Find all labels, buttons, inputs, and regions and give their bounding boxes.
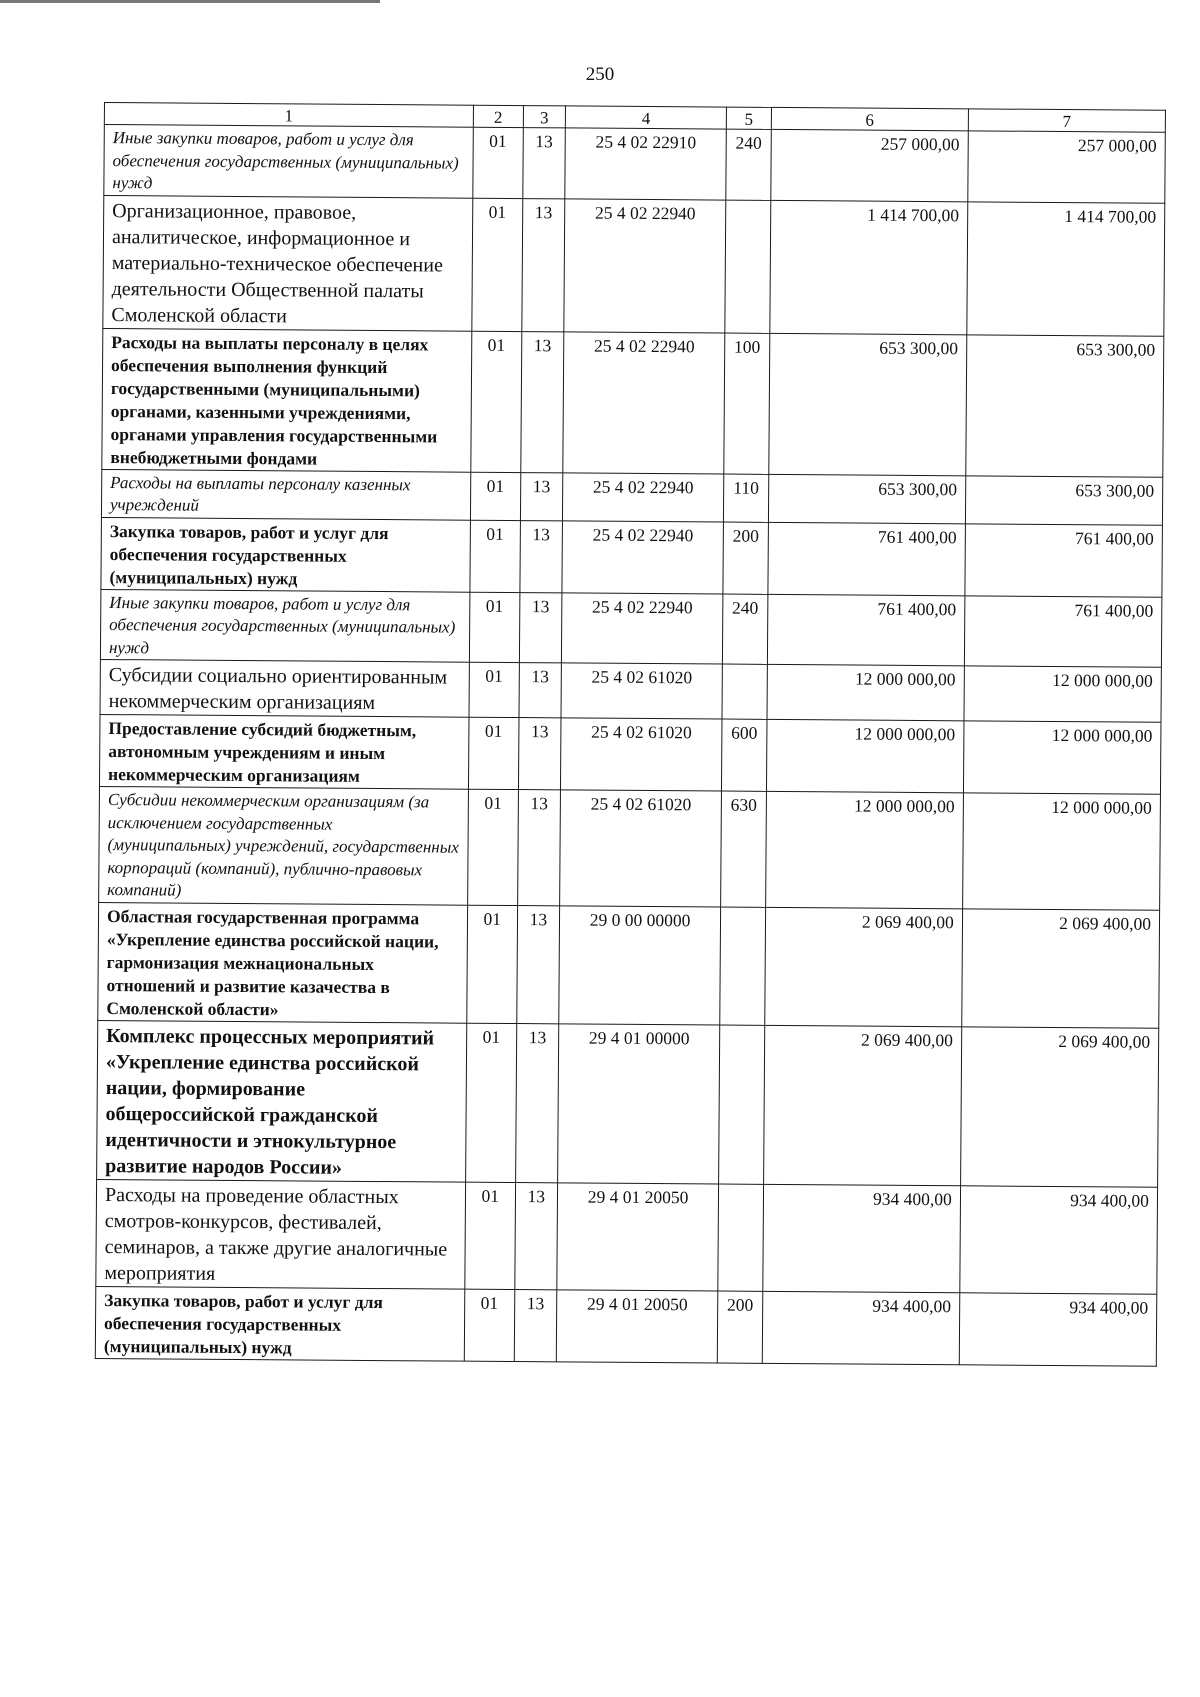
subsection-code: 13	[521, 198, 564, 331]
subsection-code: 13	[519, 592, 562, 663]
amount-year-1: 12 000 000,00	[766, 719, 964, 792]
header-cell-4: 4	[565, 106, 726, 129]
subsection-code: 13	[515, 1023, 559, 1182]
section-code: 01	[473, 127, 523, 198]
subsection-code: 13	[516, 905, 559, 1023]
section-code: 01	[468, 717, 518, 789]
subsection-code: 13	[520, 331, 563, 472]
amount-year-1: 12 000 000,00	[765, 791, 963, 908]
table-row	[101, 469, 1162, 525]
table-row	[100, 589, 1161, 667]
subsection-code: 13	[517, 790, 560, 906]
amount-year-2: 934 400,00	[959, 1292, 1157, 1365]
section-code: 01	[467, 905, 518, 1023]
section-code: 01	[470, 472, 520, 520]
target-article-code: 29 4 01 20050	[557, 1182, 719, 1290]
amount-year-1: 2 069 400,00	[764, 907, 962, 1026]
table-row	[100, 659, 1161, 722]
expense-type-code: 600	[722, 719, 767, 791]
expense-type-code	[719, 1025, 765, 1184]
section-code: 01	[469, 592, 519, 663]
subsection-code: 13	[522, 128, 565, 199]
section-code: 01	[471, 331, 522, 472]
target-article-code: 29 0 00 00000	[559, 905, 721, 1024]
target-article-code: 25 4 02 22940	[561, 592, 723, 664]
amount-year-2: 934 400,00	[960, 1185, 1158, 1293]
target-article-code: 25 4 02 61020	[561, 718, 723, 791]
subsection-code: 13	[520, 520, 563, 592]
header-cell-2: 2	[473, 105, 523, 127]
amount-year-2: 761 400,00	[964, 595, 1162, 667]
row-description: Закупка товаров, работ и услуг для обеспечения государственных (муниципальных) нужд	[95, 1286, 464, 1361]
table-row	[101, 517, 1162, 597]
amount-year-1: 257 000,00	[770, 129, 968, 201]
header-cell-1: 1	[104, 103, 473, 128]
target-article-code: 25 4 02 22940	[564, 198, 726, 332]
section-code: 01	[465, 1023, 516, 1182]
row-description: Расходы на проведение областных смотров-конкурсов, фестивалей, семинаров, а также другие аналогичные мероприятия	[96, 1179, 466, 1289]
header-cell-7: 7	[968, 109, 1165, 132]
table-row	[97, 1020, 1159, 1187]
amount-year-2: 12 000 000,00	[964, 666, 1162, 722]
target-article-code: 25 4 02 22940	[563, 331, 725, 473]
expense-type-code: 100	[724, 333, 770, 474]
expense-type-code: 240	[723, 594, 768, 665]
expense-type-code	[725, 200, 770, 333]
table-row	[102, 328, 1164, 477]
target-article-code: 25 4 02 61020	[561, 663, 723, 719]
expense-type-code: 110	[724, 474, 769, 522]
target-article-code: 29 4 01 20050	[556, 1289, 718, 1362]
row-description: Иные закупки товаров, работ и услуг для обеспечения государственных (муниципальных) нужд	[104, 125, 473, 198]
expense-type-code	[718, 1184, 763, 1291]
section-code: 01	[472, 198, 523, 331]
amount-year-1: 761 400,00	[767, 594, 965, 666]
table-row	[96, 1179, 1158, 1294]
table-row	[104, 125, 1165, 203]
amount-year-2: 2 069 400,00	[960, 1026, 1158, 1186]
amount-year-2: 12 000 000,00	[963, 721, 1161, 794]
amount-year-1: 1 414 700,00	[769, 200, 967, 334]
amount-year-1: 653 300,00	[768, 333, 966, 475]
amount-year-1: 12 000 000,00	[767, 664, 965, 720]
target-article-code: 25 4 02 22940	[562, 472, 723, 521]
amount-year-2: 653 300,00	[966, 334, 1164, 476]
amount-year-2: 761 400,00	[965, 523, 1163, 596]
table-row	[103, 195, 1165, 336]
table-row	[99, 714, 1160, 794]
row-description: Иные закупки товаров, работ и услуг для обеспечения государственных (муниципальных) нужд	[100, 589, 469, 662]
row-description: Организационное, правовое, аналитическое, информационное и материально-техническое обеспечение деятельности Общественной палаты Смоленской области	[103, 195, 473, 331]
amount-year-1: 2 069 400,00	[763, 1025, 961, 1185]
amount-year-2: 653 300,00	[965, 475, 1163, 524]
amount-year-1: 761 400,00	[768, 522, 966, 595]
amount-year-2: 12 000 000,00	[962, 793, 1160, 910]
expense-type-code: 200	[717, 1291, 762, 1363]
section-code: 01	[470, 520, 520, 592]
table-row	[95, 1286, 1156, 1366]
row-description: Расходы на выплаты персоналу в целях обеспечения выполнения функций государственными (муниципальными) органами, казенными учреждениями, органами управления государственными внебюджетными фондами	[102, 328, 472, 472]
target-article-code: 25 4 02 61020	[560, 790, 722, 907]
row-description: Комплекс процессных мероприятий «Укрепление единства российской нации, формирование общероссийской гражданской идентичности и этнокультурное развитие народов России»	[97, 1020, 467, 1182]
amount-year-1: 934 400,00	[762, 1291, 960, 1364]
table-row	[98, 902, 1160, 1028]
budget-table	[95, 102, 1166, 1366]
amount-year-2: 2 069 400,00	[962, 908, 1160, 1027]
subsection-code: 13	[520, 472, 563, 520]
target-article-code: 29 4 01 00000	[558, 1023, 720, 1183]
target-article-code: 25 4 02 22940	[562, 520, 724, 593]
subsection-code: 13	[514, 1289, 557, 1361]
section-code: 01	[465, 1182, 516, 1289]
amount-year-1: 653 300,00	[768, 474, 965, 523]
expense-type-code: 200	[723, 522, 768, 594]
amount-year-2: 1 414 700,00	[967, 201, 1165, 335]
subsection-code: 13	[518, 718, 561, 790]
row-description: Расходы на выплаты персоналу казенных учреждений	[101, 469, 470, 520]
section-code: 01	[469, 662, 519, 717]
row-description: Субсидии социально ориентированным некоммерческим организациям	[100, 659, 469, 717]
amount-year-1: 934 400,00	[762, 1184, 960, 1292]
expense-type-code	[722, 664, 767, 719]
table-row	[99, 786, 1161, 909]
scan-edge-mark	[0, 0, 380, 3]
header-cell-6: 6	[771, 107, 968, 130]
expense-type-code	[720, 907, 765, 1025]
row-description: Закупка товаров, работ и услуг для обеспечения государственных (муниципальных) нужд	[101, 517, 470, 592]
section-code: 01	[464, 1289, 514, 1361]
amount-year-2: 257 000,00	[968, 131, 1166, 203]
row-description: Субсидии некоммерческим организациям (за исключением государственных (муниципальных) учреждений, государственных корпораций (компаний), публично-правовых компаний)	[99, 786, 469, 904]
row-description: Областная государственная программа «Укрепление единства российской нации, гармонизация межнациональных отношений и развитие казачества в Смоленской области»	[98, 902, 468, 1023]
subsection-code: 13	[514, 1182, 557, 1289]
page-number: 250	[585, 64, 615, 85]
header-cell-3: 3	[523, 106, 566, 128]
row-description: Предоставление субсидий бюджетным, автономным учреждениям и иным некоммерческим организациям	[99, 714, 468, 789]
budget-table-body	[95, 103, 1165, 1366]
subsection-code: 13	[519, 663, 562, 718]
expense-type-code: 630	[721, 791, 766, 907]
header-cell-5: 5	[726, 107, 771, 129]
target-article-code: 25 4 02 22910	[565, 128, 727, 200]
expense-type-code: 240	[726, 129, 771, 200]
section-code: 01	[467, 789, 518, 905]
